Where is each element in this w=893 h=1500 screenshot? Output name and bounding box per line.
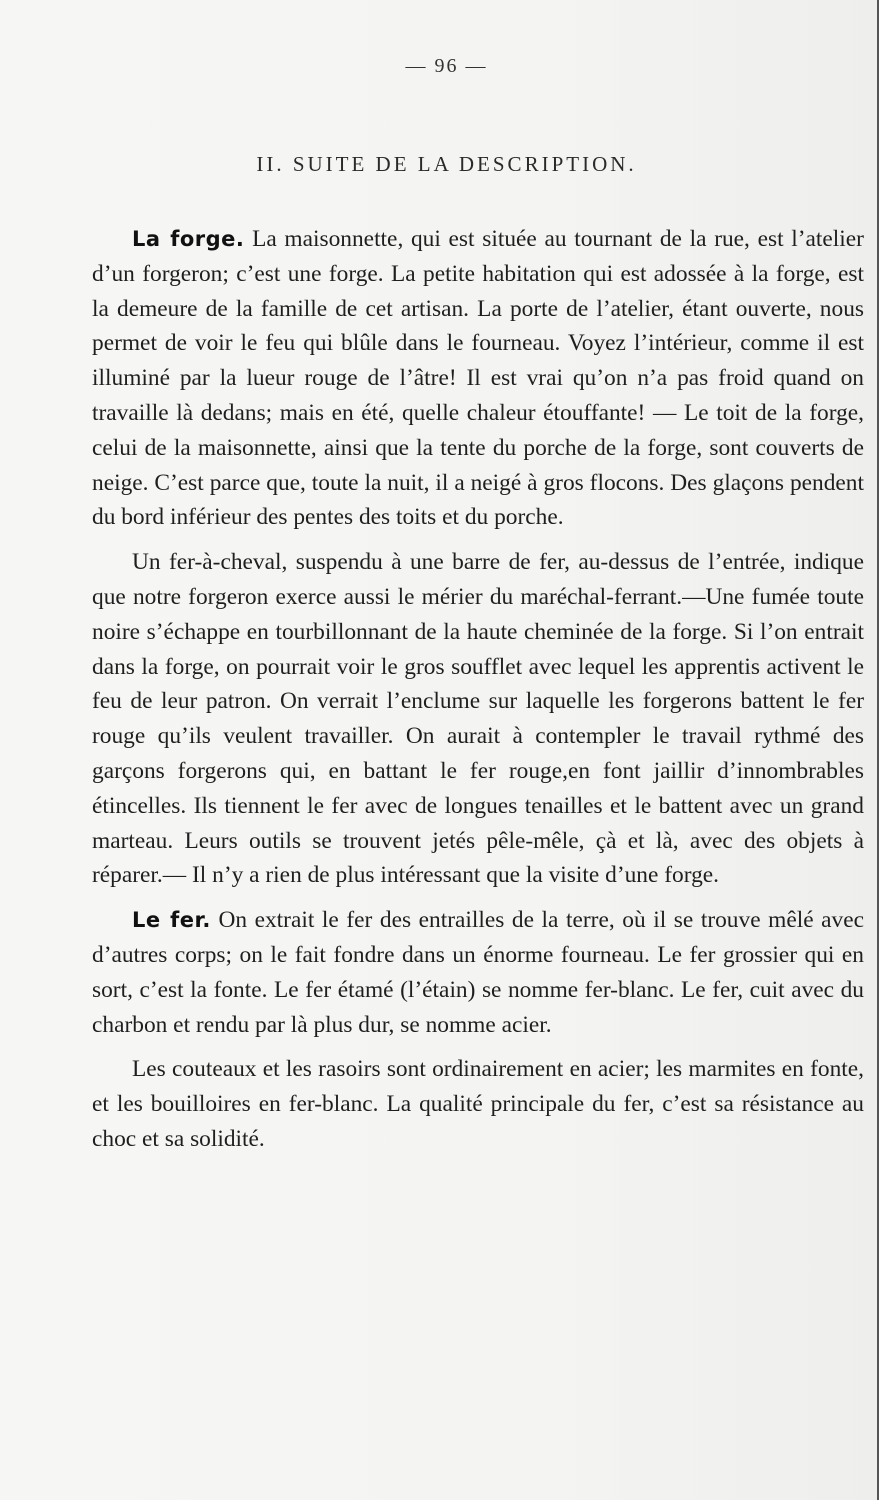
section-title: II. SUITE DE LA DESCRIPTION. bbox=[256, 152, 637, 176]
paragraph-la-forge bbox=[92, 222, 864, 535]
paragraph-lead: La forge. bbox=[132, 227, 245, 251]
body-text bbox=[92, 222, 864, 1157]
paragraph-text: Un fer-à-cheval, suspendu à une barre de fer, au-dessus de l’entrée, indique que notre forgeron exerce aussi le mérier du maréchal-ferrant.—Une fumée toute noire s’échappe en tourbillonnant de la haute cheminée de la forge. Si l’on entrait dans la forge, on pourrait voir le gros soufflet avec lequel les apprentis activent le feu de leur patron. On verrait l’enclume sur laquelle les forgerons battent le fer rouge qu’ils veulent travailler. On aurait à contempler le travail rythmé des garçons forgerons qui, en battant le fer rouge,en font jaillir d’innombrables étincelles. Ils tiennent le fer avec de longues tenailles et le battent avec un grand marteau. Leurs outils se trouvent jetés pêle-mêle, çà et là, avec des objets à réparer.— Il n’y a rien de plus intéressant que la visite d’une forge. bbox=[92, 549, 864, 889]
paragraph-text: Les couteaux et les rasoirs sont ordinairement en acier; les marmites en fonte, et les bouilloires en fer-blanc. La qualité principale du fer, c’est sa résistance au choc et sa solidité. bbox=[92, 1056, 864, 1152]
paragraph-lead: Le fer. bbox=[132, 908, 211, 933]
paragraph-fer-a-cheval bbox=[92, 545, 864, 893]
paragraph-text: La maisonnette, qui est située au tournant de la rue, est l’atelier d’un forgeron; c’est une forge. La petite habitation qui est adossée à la forge, est la demeure de la famille de cet artisan. La porte de l’atelier, étant ouverte, nous permet de voir le feu qui blûle dans le fourneau. Voyez l’intérieur, comme il est illuminé par la lueur rouge de l’âtre! Il est vrai qu’on n’a pas froid quand on travaille là dedans; mais en été, quelle chaleur étouffante! — Le toit de la forge, celui de la maisonnette, ainsi que la tente du porche de la forge, sont couverts de neige. C’est parce que, toute la nuit, il a neigé à gros flocons. Des glaçons pendent du bord inférieur des pentes des toits et du porche. bbox=[92, 226, 864, 531]
paragraph-text: On extrait le fer des entrailles de la terre, où il se trouve mêlé avec d’autres corps; on le fait fondre dans un énorme fourneau. Le fer grossier qui en sort, c’est la fonte. Le fer étamé (l’étain) se nomme fer-blanc. Le fer, cuit avec du charbon et rendu par là plus dur, se nomme acier. bbox=[92, 907, 864, 1038]
scan-margin bbox=[879, 0, 893, 1500]
paragraph-le-fer bbox=[92, 903, 864, 1042]
paragraph-couteaux bbox=[92, 1052, 864, 1156]
page-number: — 96 — bbox=[405, 55, 488, 77]
page-edge-line bbox=[877, 0, 879, 1500]
